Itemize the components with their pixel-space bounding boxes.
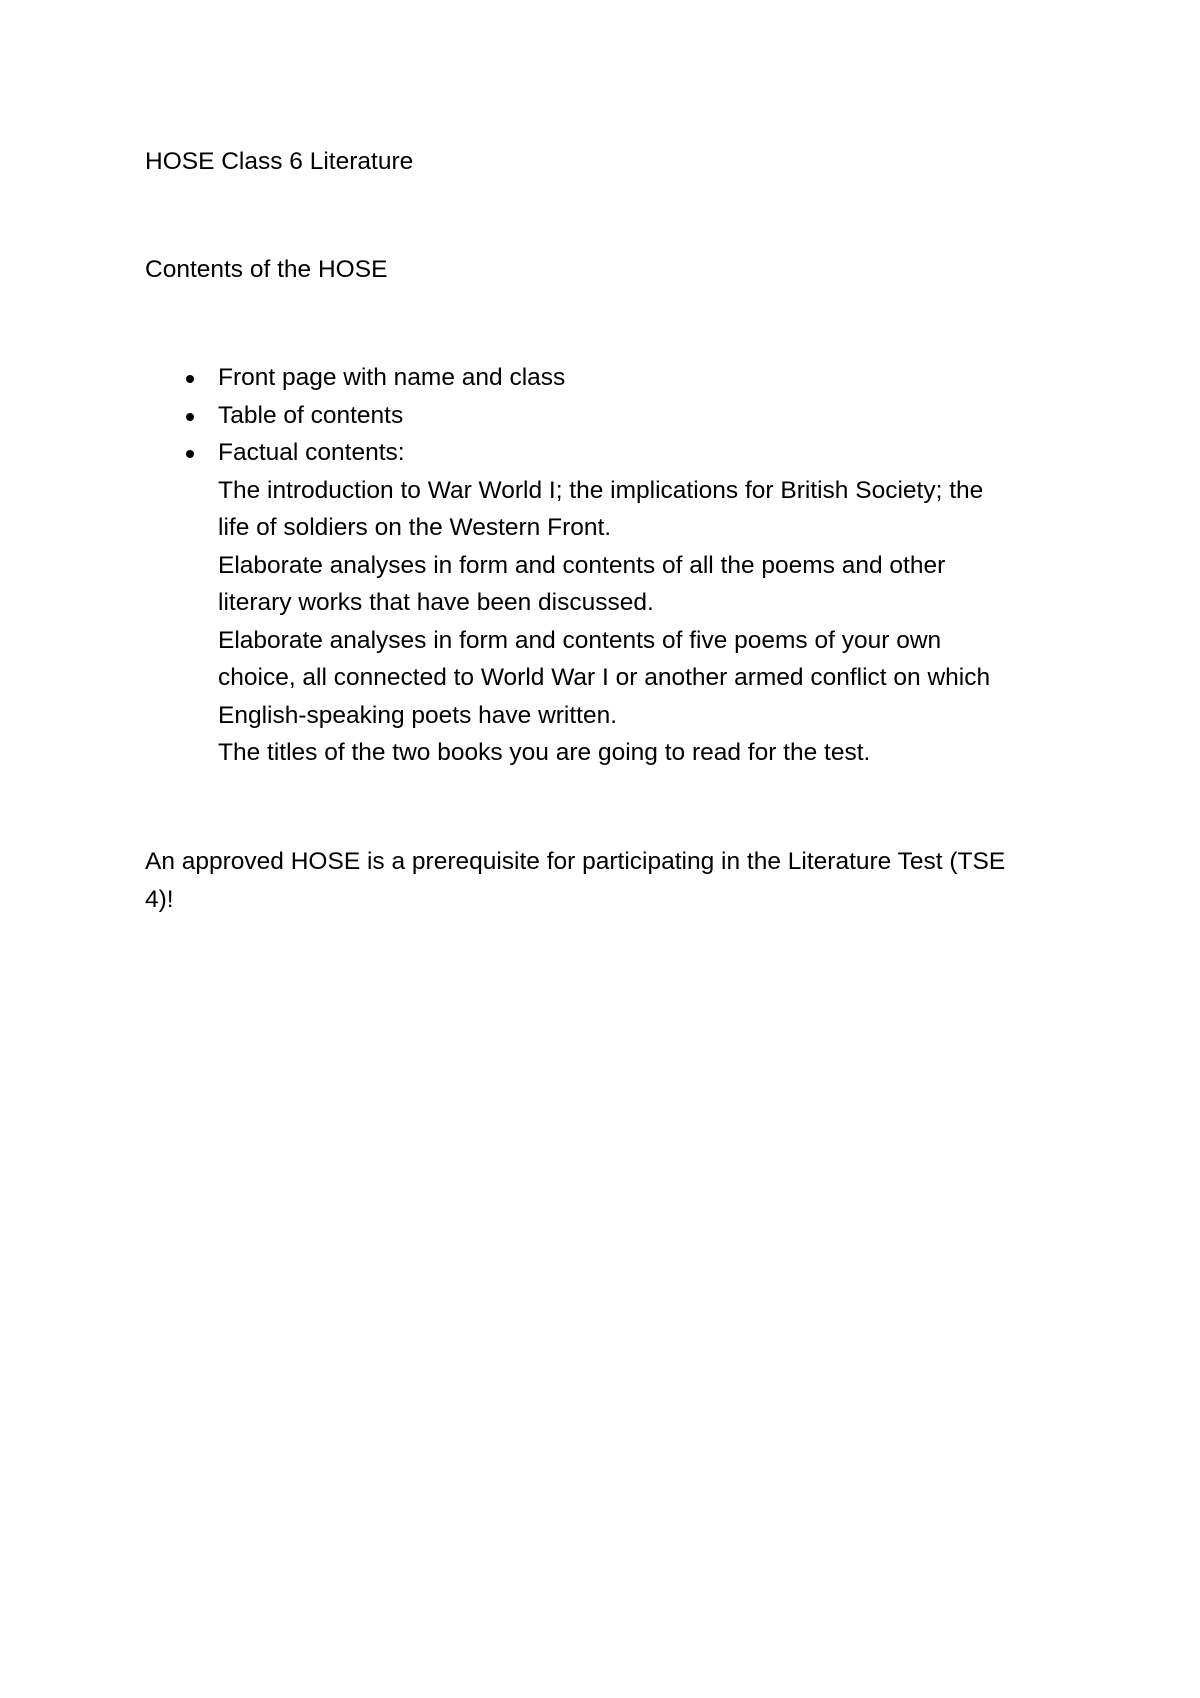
list-item-label: Factual contents:: [218, 439, 405, 466]
contents-list: [145, 359, 990, 772]
document-title: HOSE Class 6 Literature: [145, 148, 414, 175]
list-item: [145, 359, 990, 397]
bullet-icon: [186, 450, 194, 458]
factual-contents-line: life of soldiers on the Western Front.: [218, 514, 612, 541]
bullet-icon: [186, 375, 194, 383]
bullet-icon: [186, 413, 194, 421]
note-line: 4)!: [145, 885, 174, 913]
factual-contents-line: choice, all connected to World War I or another armed conflict on which: [218, 664, 991, 691]
factual-contents-line: English-speaking poets have written.: [218, 701, 618, 729]
factual-contents-line: Elaborate analyses in form and contents of all the poems and other: [218, 551, 946, 579]
list-item: [145, 434, 990, 772]
list-item-label: Front page with name and class: [218, 364, 566, 391]
list-item: [145, 397, 990, 435]
list-item-label: Table of contents: [218, 401, 404, 429]
factual-contents-line: The introduction to War World I; the implications for British Society; the: [218, 476, 984, 504]
factual-contents-line: literary works that have been discussed.: [218, 589, 654, 616]
factual-contents-line: Elaborate analyses in form and contents of five poems of your own: [218, 626, 942, 654]
note-line: An approved HOSE is a prerequisite for participating in the Literature Test (TSE: [145, 848, 1006, 875]
section-heading: Contents of the HOSE: [145, 256, 388, 283]
factual-contents-line: The titles of the two books you are going to read for the test.: [218, 739, 871, 766]
prerequisite-note: [145, 843, 1005, 918]
